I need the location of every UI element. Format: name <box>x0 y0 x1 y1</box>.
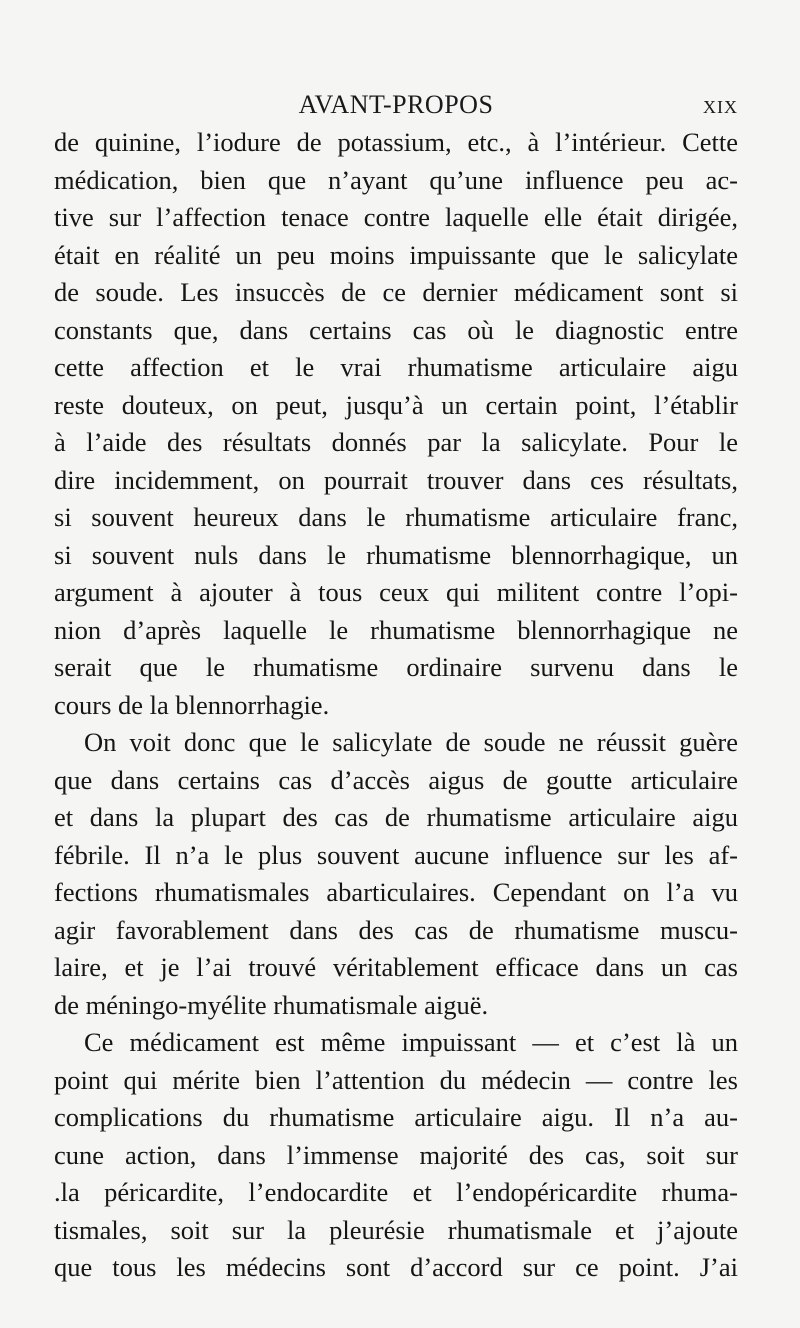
text-line: point qui mérite bien l’attention du médecin — contre les <box>54 1064 738 1095</box>
text-line: de quinine, l’iodure de potassium, etc., à l’intérieur. Cette <box>54 127 738 157</box>
text-line: .la péricardite, l’endocardite et l’endopéricardite rhuma- <box>54 1177 738 1207</box>
text-line: serait que le rhumatisme ordinaire survenu dans le <box>54 652 738 682</box>
text-line: dire incidemment, on pourrait trouver dans ces résultats, <box>54 464 738 495</box>
text-line: de soude. Les insuccès de ce dernier médicament sont si <box>54 277 738 307</box>
paragraph-start-line: On voit donc que le salicylate de soude ne réussit guère <box>84 727 738 757</box>
text-line: cette affection et le vrai rhumatisme articulaire aigu <box>54 352 738 382</box>
text-line: agir favorablement dans des cas de rhumatisme muscu- <box>54 914 738 945</box>
text-line: tive sur l’affection tenace contre laquelle elle était dirigée, <box>54 202 738 232</box>
text-line: reste douteux, on peut, jusqu’à un certain point, l’établir <box>54 389 738 420</box>
paragraph-end-line: cours de la blennorrhagie. <box>54 689 330 720</box>
text-line: que dans certains cas d’accès aigus de goutte articulaire <box>54 764 738 795</box>
text-line: argument à ajouter à tous ceux qui militent contre l’opi- <box>54 577 738 607</box>
paragraph-start-line: Ce médicament est même impuissant — et c’est là un <box>84 1027 738 1057</box>
text-line: nion d’après laquelle le rhumatisme blennorrhagique ne <box>54 614 738 645</box>
page-number: XIX <box>703 97 738 117</box>
text-line: fébrile. Il n’a le plus souvent aucune influence sur les af- <box>54 839 738 870</box>
running-head: AVANT-PROPOS <box>298 90 494 119</box>
text-line: à l’aide des résultats donnés par la salicylate. Pour le <box>54 427 738 457</box>
text-line: que tous les médecins sont d’accord sur ce point. J’ai <box>54 1252 738 1282</box>
text-line: si souvent heureux dans le rhumatisme articulaire franc, <box>54 502 738 532</box>
text-line: si souvent nuls dans le rhumatisme blennorrhagique, un <box>54 539 738 570</box>
text-line: tismales, soit sur la pleurésie rhumatismale et j’ajoute <box>54 1214 738 1245</box>
text-line: fections rhumatismales abarticulaires. Cependant on l’a vu <box>54 877 738 907</box>
text-line: laire, et je l’ai trouvé véritablement efficace dans un cas <box>54 952 738 982</box>
text-line: cune action, dans l’immense majorité des cas, soit sur <box>54 1139 738 1170</box>
paragraph-end-line: de méningo-myélite rhumatismale aiguë. <box>54 989 489 1020</box>
text-line: constants que, dans certains cas où le diagnostic entre <box>54 314 738 345</box>
text-line: était en réalité un peu moins impuissante que le salicylate <box>54 239 738 270</box>
text-line: et dans la plupart des cas de rhumatisme articulaire aigu <box>54 802 738 832</box>
body-text <box>54 124 738 1287</box>
text-line: complications du rhumatisme articulaire aigu. Il n’a au- <box>54 1102 738 1132</box>
text-line: médication, bien que n’ayant qu’une influence peu ac- <box>54 164 738 195</box>
